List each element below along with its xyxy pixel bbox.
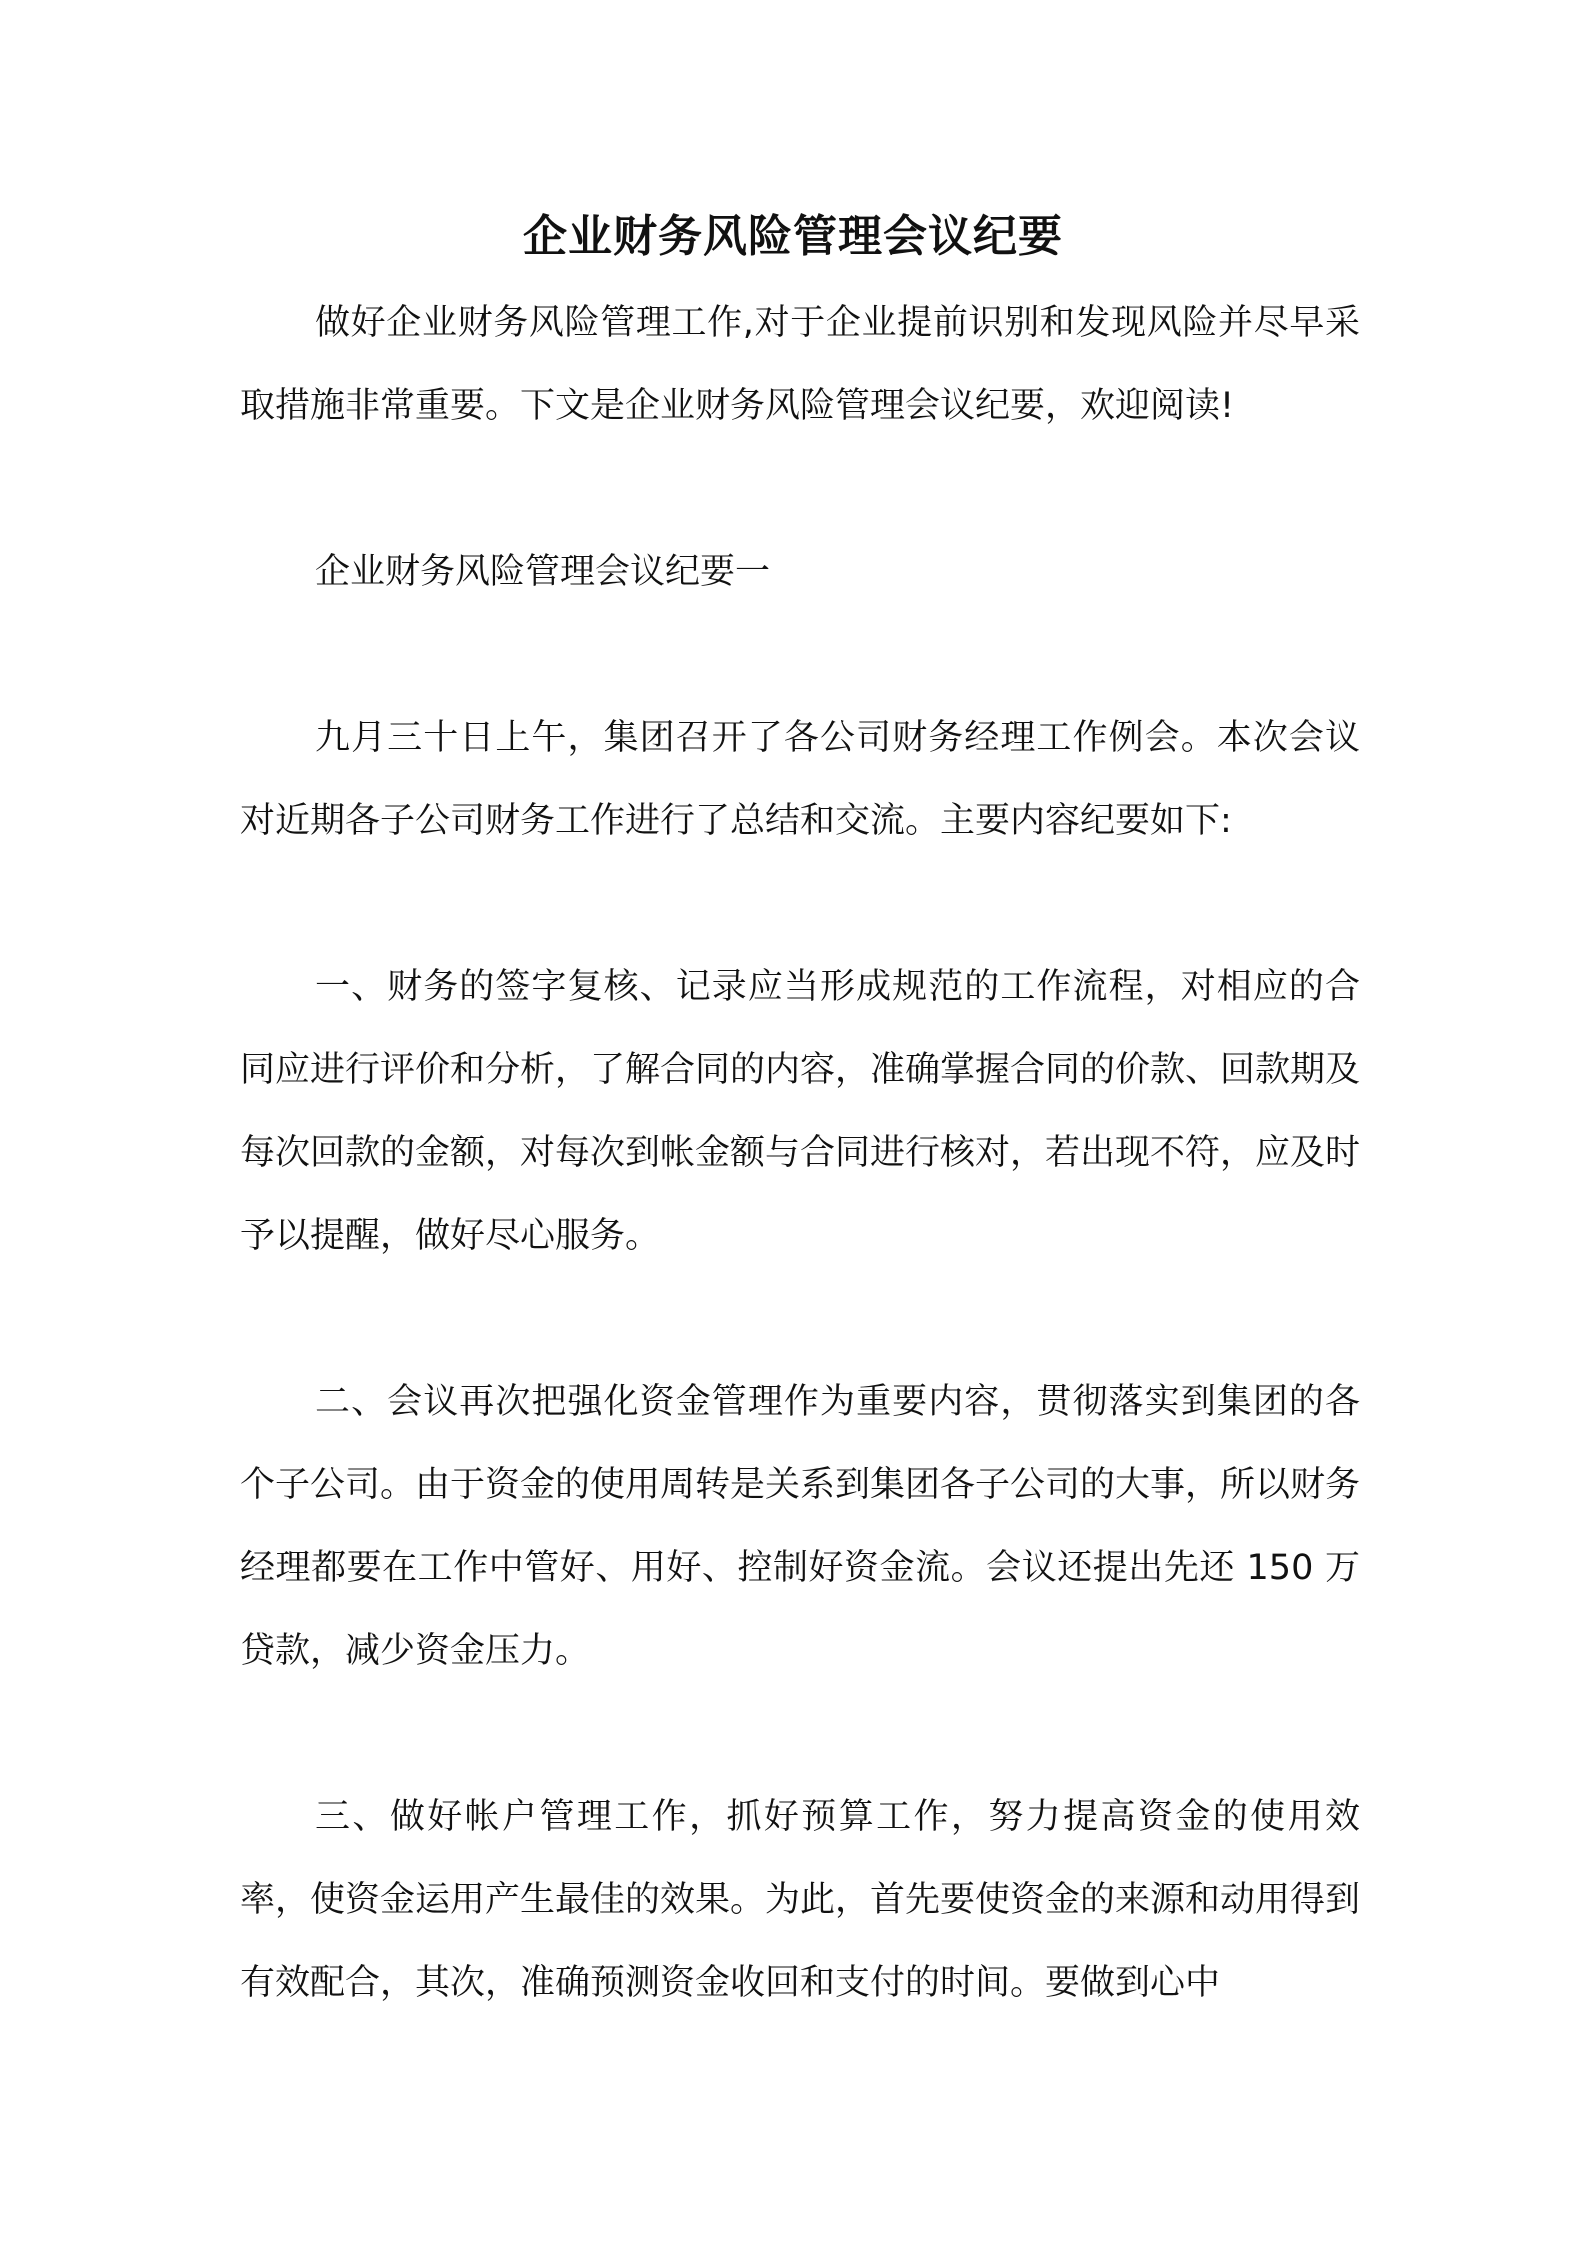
- item-three-paragraph: 三、做好帐户管理工作，抓好预算工作，努力提高资金的使用效率，使资金运用产生最佳的效果。为此，首先要使资金的来源和动用得到有效配合，其次，准确预测资金收回和支付的时间。要做到心中: [240, 1797, 1361, 2003]
- meeting-summary-paragraph: 九月三十日上午，集团召开了各公司财务经理工作例会。本次会议对近期各子公司财务工作进行了总结和交流。主要内容纪要如下:: [240, 718, 1360, 841]
- item-one-paragraph: 一、财务的签字复核、记录应当形成规范的工作流程，对相应的合同应进行评价和分析，了解合同的内容，准确掌握合同的价款、回款期及每次回款的金额，对每次到帐金额与合同进行核对，若出现不符，应及时予以提醒，做好尽心服务。: [240, 967, 1361, 1256]
- intro-paragraph: 做好企业财务风险管理工作,对于企业提前识别和发现风险并尽早采取措施非常重要。下文是企业财务风险管理会议纪要，欢迎阅读!: [240, 303, 1360, 426]
- document-title: 企业财务风险管理会议纪要: [523, 211, 1063, 262]
- item-two-paragraph: 二、会议再次把强化资金管理作为重要内容，贯彻落实到集团的各个子公司。由于资金的使用周转是关系到集团各子公司的大事，所以财务经理都要在工作中管好、用好、控制好资金流。会议还提出先还 150 万贷款，减少资金压力。: [240, 1382, 1361, 1671]
- section-heading: 企业财务风险管理会议纪要一: [315, 552, 771, 592]
- document-body: [240, 282, 1360, 2025]
